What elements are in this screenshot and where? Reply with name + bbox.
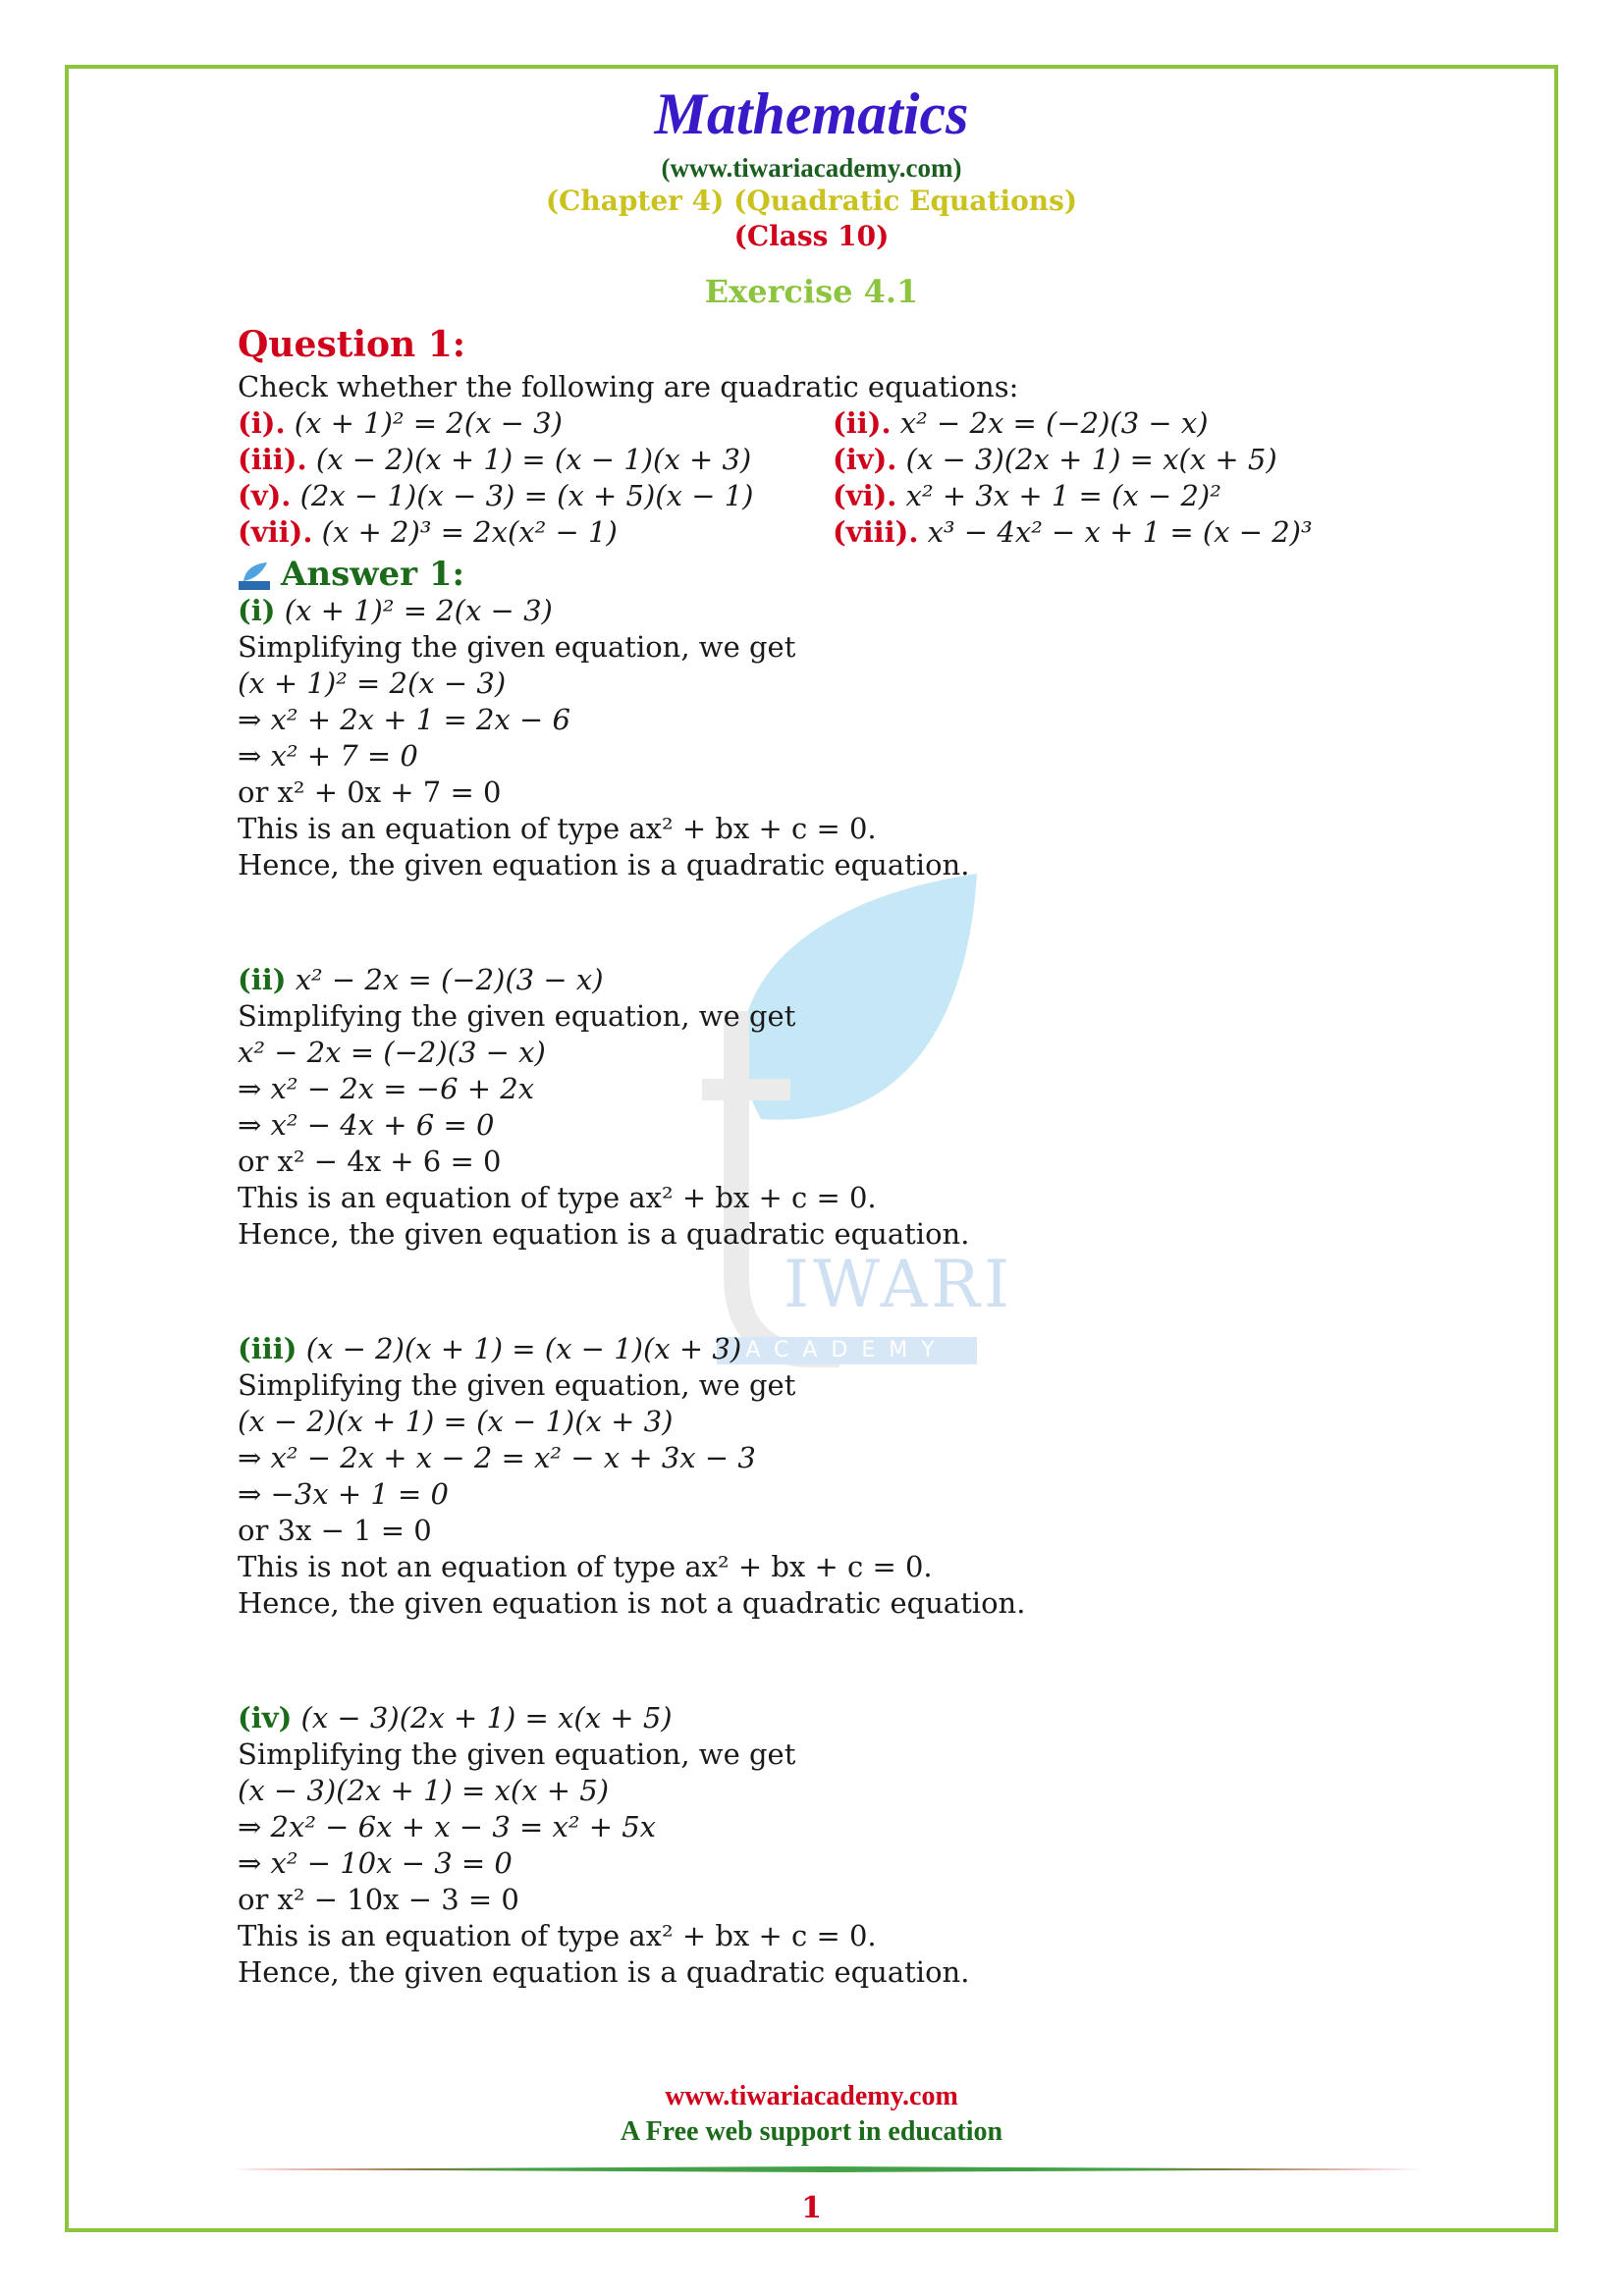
answer-conclusion: Hence, the given equation is a quadratic equation. — [238, 848, 970, 881]
answer-heading: Answer 1: — [281, 555, 465, 594]
answer-line: Simplifying the given equation, we get — [238, 999, 796, 1033]
question-item-label: (v). — [238, 479, 292, 512]
page-number: 1 — [801, 2191, 822, 2225]
answer-line: or x² − 10x − 3 = 0 — [238, 1883, 519, 1916]
question-item-label: (iv). — [833, 443, 897, 476]
footer-tagline: A Free web support in education — [620, 2116, 1003, 2147]
question-item-equation: x² + 3x + 1 = (x − 2)² — [905, 479, 1221, 512]
answer-line: Simplifying the given equation, we get — [238, 1737, 796, 1771]
answer-line: x² − 2x = (−2)(3 − x) — [238, 1036, 546, 1069]
answer-part-title — [238, 593, 553, 628]
answer-conclusion: Hence, the given equation is a quadratic equation. — [238, 1217, 970, 1251]
question-item-equation: x³ − 4x² − x + 1 = (x − 2)³ — [927, 515, 1313, 549]
question-item-label: (iii). — [238, 443, 307, 476]
question-item-equation: (x − 3)(2x + 1) = x(x + 5) — [905, 443, 1277, 476]
answer-line: ⇒ −3x + 1 = 0 — [238, 1477, 449, 1511]
question-item-label: (ii). — [833, 406, 892, 440]
answer-part-title — [238, 1331, 741, 1366]
page-title: Mathematics — [654, 81, 969, 146]
question-item — [833, 405, 1209, 441]
question-item — [833, 442, 1277, 477]
question-item-equation: (x + 2)³ = 2x(x² − 1) — [321, 515, 618, 549]
footer-site: www.tiwariacademy.com — [665, 2081, 958, 2111]
answer-line: This is an equation of type ax² + bx + c = 0. — [238, 812, 877, 845]
answer-line: Simplifying the given equation, we get — [238, 630, 796, 664]
question-item — [238, 442, 751, 477]
header-site: (www.tiwariacademy.com) — [661, 153, 962, 183]
answer-line: (x − 2)(x + 1) = (x − 1)(x + 3) — [238, 1405, 674, 1438]
question-item-equation: (2x − 1)(x − 3) = (x + 5)(x − 1) — [299, 479, 754, 512]
answer-part-label: (ii) — [238, 963, 287, 996]
question-prompt: Check whether the following are quadratic equations: — [238, 370, 1019, 403]
answer-line: This is an equation of type ax² + bx + c = 0. — [238, 1181, 877, 1214]
watermark-text: IWARI — [784, 1247, 1014, 1322]
question-item — [238, 405, 563, 441]
answer-line: ⇒ x² + 7 = 0 — [238, 739, 418, 773]
answer-part-equation: (x − 2)(x + 1) = (x − 1)(x + 3) — [305, 1332, 742, 1365]
question-item-label: (viii). — [833, 515, 919, 549]
exercise-heading: Exercise 4.1 — [704, 273, 919, 310]
answer-line: This is an equation of type ax² + bx + c = 0. — [238, 1919, 877, 1952]
question-item-equation: (x − 2)(x + 1) = (x − 1)(x + 3) — [315, 443, 752, 476]
answer-part-equation: (x + 1)² = 2(x − 3) — [284, 594, 553, 627]
question-item-equation: (x + 1)² = 2(x − 3) — [294, 406, 563, 440]
question-item-label: (i). — [238, 406, 286, 440]
question-item — [238, 478, 753, 513]
question-item — [833, 514, 1313, 550]
answer-part-equation: (x − 3)(2x + 1) = x(x + 5) — [300, 1701, 673, 1735]
answer-part-title — [238, 1700, 673, 1735]
answer-line: This is not an equation of type ax² + bx + c = 0. — [238, 1550, 933, 1583]
question-item-label: (vii). — [238, 515, 313, 549]
answer-line: or x² − 4x + 6 = 0 — [238, 1145, 502, 1178]
answer-line: or 3x − 1 = 0 — [238, 1514, 432, 1547]
watermark-subtext: ACADEMY — [717, 1337, 977, 1364]
answer-line: (x + 1)² = 2(x − 3) — [238, 667, 507, 700]
answer-part-label: (iv) — [238, 1701, 293, 1735]
question-item-equation: x² − 2x = (−2)(3 − x) — [899, 406, 1209, 440]
footer-divider — [234, 2166, 1424, 2172]
chapter-label: (Chapter 4) (Quadratic Equations) — [545, 185, 1078, 217]
answer-line: ⇒ x² − 2x + x − 2 = x² − x + 3x − 3 — [238, 1441, 756, 1474]
answer-conclusion: Hence, the given equation is a quadratic equation. — [238, 1955, 970, 1989]
answer-line: ⇒ 2x² − 6x + x − 3 = x² + 5x — [238, 1810, 657, 1843]
answer-line: ⇒ x² − 2x = −6 + 2x — [238, 1072, 535, 1105]
answer-part-equation: x² − 2x = (−2)(3 − x) — [295, 963, 604, 996]
answer-line: Simplifying the given equation, we get — [238, 1368, 796, 1402]
answer-heading-row — [238, 555, 464, 594]
answer-line: or x² + 0x + 7 = 0 — [238, 775, 502, 809]
answer-part-label: (iii) — [238, 1332, 298, 1365]
answer-line: ⇒ x² − 10x − 3 = 0 — [238, 1846, 513, 1880]
question-item-label: (vi). — [833, 479, 897, 512]
question-item — [238, 514, 618, 550]
answer-part-label: (i) — [238, 594, 276, 627]
answer-conclusion: Hence, the given equation is not a quadratic equation. — [238, 1586, 1026, 1620]
class-label: (Class 10) — [733, 220, 890, 252]
pen-icon — [238, 561, 271, 591]
answer-part-title — [238, 962, 604, 997]
answer-line: (x − 3)(2x + 1) = x(x + 5) — [238, 1774, 610, 1807]
answer-line: ⇒ x² − 4x + 6 = 0 — [238, 1108, 495, 1142]
question-heading: Question 1: — [238, 324, 466, 365]
answer-line: ⇒ x² + 2x + 1 = 2x − 6 — [238, 703, 570, 736]
question-item — [833, 478, 1221, 513]
